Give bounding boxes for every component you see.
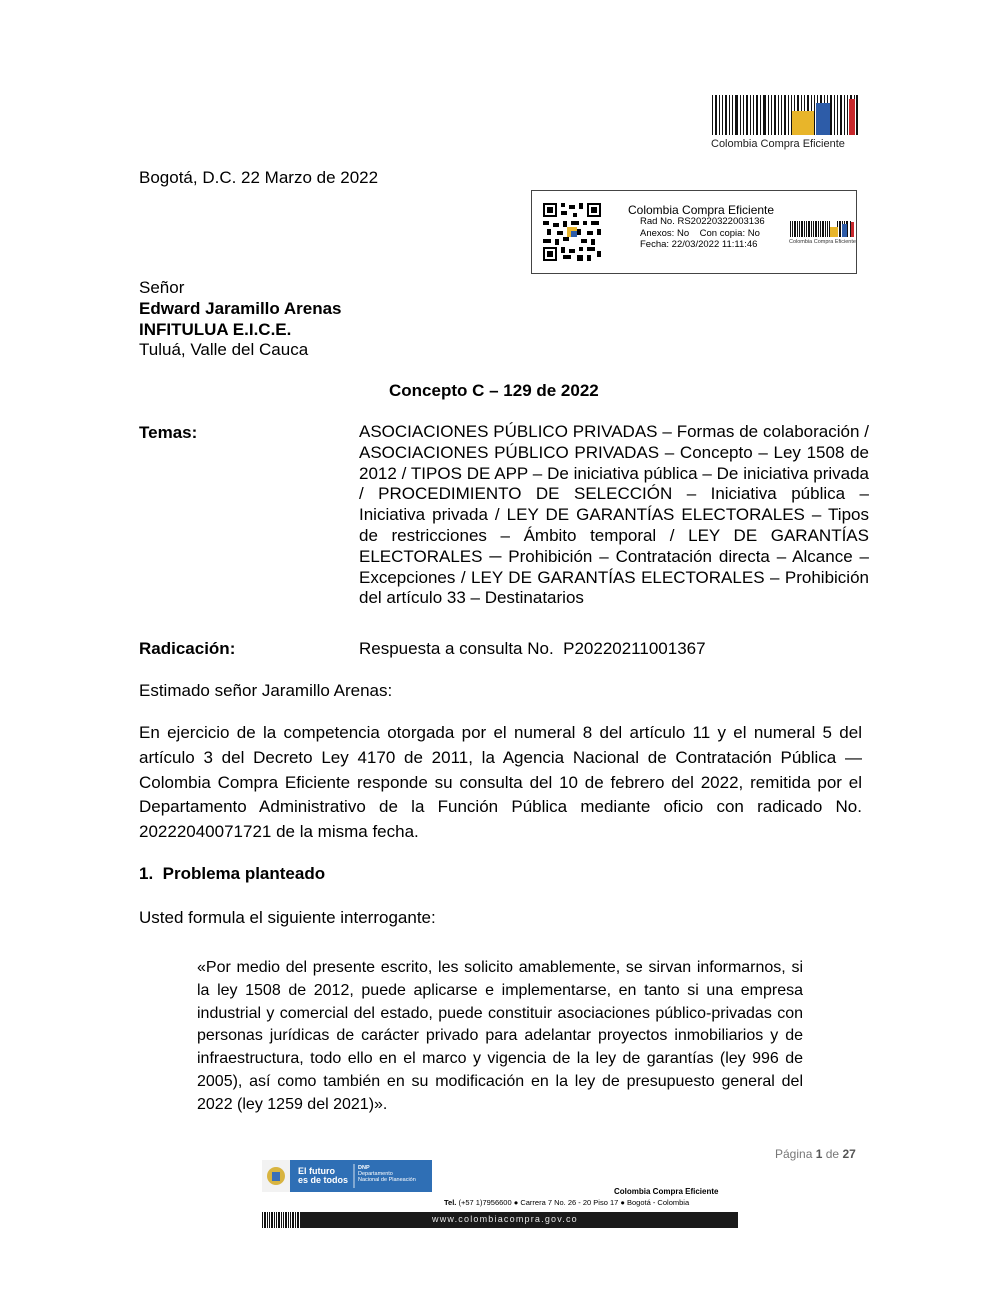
page-number xyxy=(775,1147,856,1161)
stamp-rad: Rad No. RS20220322003136 xyxy=(640,216,765,227)
recipient-org: INFITULUA E.I.C.E. xyxy=(139,320,292,339)
footer-slogan-line1: El futuro xyxy=(298,1166,335,1176)
concept-title: Concepto C – 129 de 2022 xyxy=(389,381,599,400)
footer-org: Colombia Compra Eficiente xyxy=(614,1187,719,1196)
colombia-compra-logo-icon xyxy=(712,95,858,135)
logo-text: Colombia Compra Eficiente xyxy=(711,138,845,150)
greeting: Estimado señor Jaramillo Arenas: xyxy=(139,681,393,700)
page-total: 27 xyxy=(842,1147,856,1161)
qr-code-icon xyxy=(543,203,601,261)
temas-text: ASOCIACIONES PÚBLICO PRIVADAS – Formas de colaboración / ASOCIACIONES PÚBLICO PRIVADAS – Concepto – Ley 1508 de 2012 / TIPOS DE APP – De iniciativa pública – De iniciativa privada / PROCEDIMIENTO DE SELECCIÓN – Iniciativa pública – Iniciativa privada / LEY DE GARANTÍAS ELECTORALES – Tipos de restricciones – Ámbito temporal / LEY DE GARANTÍAS ELECTORALES ─ Prohibición – Contratación directa – Alcance – Excepciones / LEY DE GARANTÍAS ELECTORALES – Prohibición del artículo 33 – Destinatarios xyxy=(359,422,869,608)
stamp-fecha: Fecha: 22/03/2022 11:11:46 xyxy=(640,239,758,250)
intro-paragraph: En ejercicio de la competencia otorgada por el numeral 8 del artículo 11 y el numeral 5 del artículo 3 del Decreto Ley 4170 de 2011, la Agencia Nacional de Contratación Pública ― Colombia Compra Eficiente responde su consulta del 10 de febrero del 2022, remitida por el Departamento Administrativo de la Función Pública mediante oficio con radicado No. 20222040071721 de la misma fecha. xyxy=(139,723,862,842)
footer-government-logo xyxy=(262,1160,432,1192)
footer-contact-text: (+57 1)7956600 ● Carrera 7 No. 26 - 20 Piso 17 ● Bogotá - Colombia xyxy=(458,1198,690,1207)
recipient-name: Edward Jaramillo Arenas xyxy=(139,299,342,318)
page-of: de xyxy=(825,1147,840,1161)
page-label: Página xyxy=(775,1147,813,1161)
footer-dnp-line2: Departamento xyxy=(358,1171,393,1177)
page-current: 1 xyxy=(815,1147,823,1161)
salutation: Señor xyxy=(139,278,185,297)
footer-contact xyxy=(444,1198,689,1207)
recipient-city: Tuluá, Valle del Cauca xyxy=(139,340,309,359)
temas-label: Temas: xyxy=(139,423,198,442)
consulta-quote: «Por medio del presente escrito, les solicito amablemente, se sirvan informarnos, si la ley 1508 de 2012, puede aplicarse e implementarse, en tanto si una empresa industrial y comercial del estado, puede constituir asociaciones público-privadas con personas jurídicas de carácter privado para adelantar proyectos inmobiliarios y de infraestructura, todo ello en el marco y vigencia de la ley de garantías (ley 996 de 2005), así como también en su modificación en la ley de presupuesto general del 2022 (ley 1259 del 2021)». xyxy=(197,959,803,1113)
stamp-mini-logo-text: Colombia Compra Eficiente xyxy=(789,239,856,245)
footer-url[interactable]: www.colombiacompra.gov.co xyxy=(432,1214,578,1224)
question-intro: Usted formula el siguiente interrogante: xyxy=(139,908,436,927)
date-line: Bogotá, D.C. 22 Marzo de 2022 xyxy=(139,168,379,187)
mini-logo-icon xyxy=(790,221,854,237)
footer-tel-label: Tel. xyxy=(444,1198,457,1207)
footer-dnp-line1: DNP xyxy=(358,1165,370,1171)
footer-slogan-line2: es de todos xyxy=(298,1175,349,1185)
filing-stamp xyxy=(531,190,857,274)
section-heading: 1. Problema planteado xyxy=(139,864,326,883)
stamp-anexos: Anexos: No Con copia: No xyxy=(640,228,760,239)
footer-dnp-line3: Nacional de Planeación xyxy=(358,1177,416,1183)
radicacion-text: Respuesta a consulta No. P20220211001367 xyxy=(359,639,706,658)
stamp-org: Colombia Compra Eficiente xyxy=(628,203,775,217)
radicacion-label: Radicación: xyxy=(139,639,236,658)
